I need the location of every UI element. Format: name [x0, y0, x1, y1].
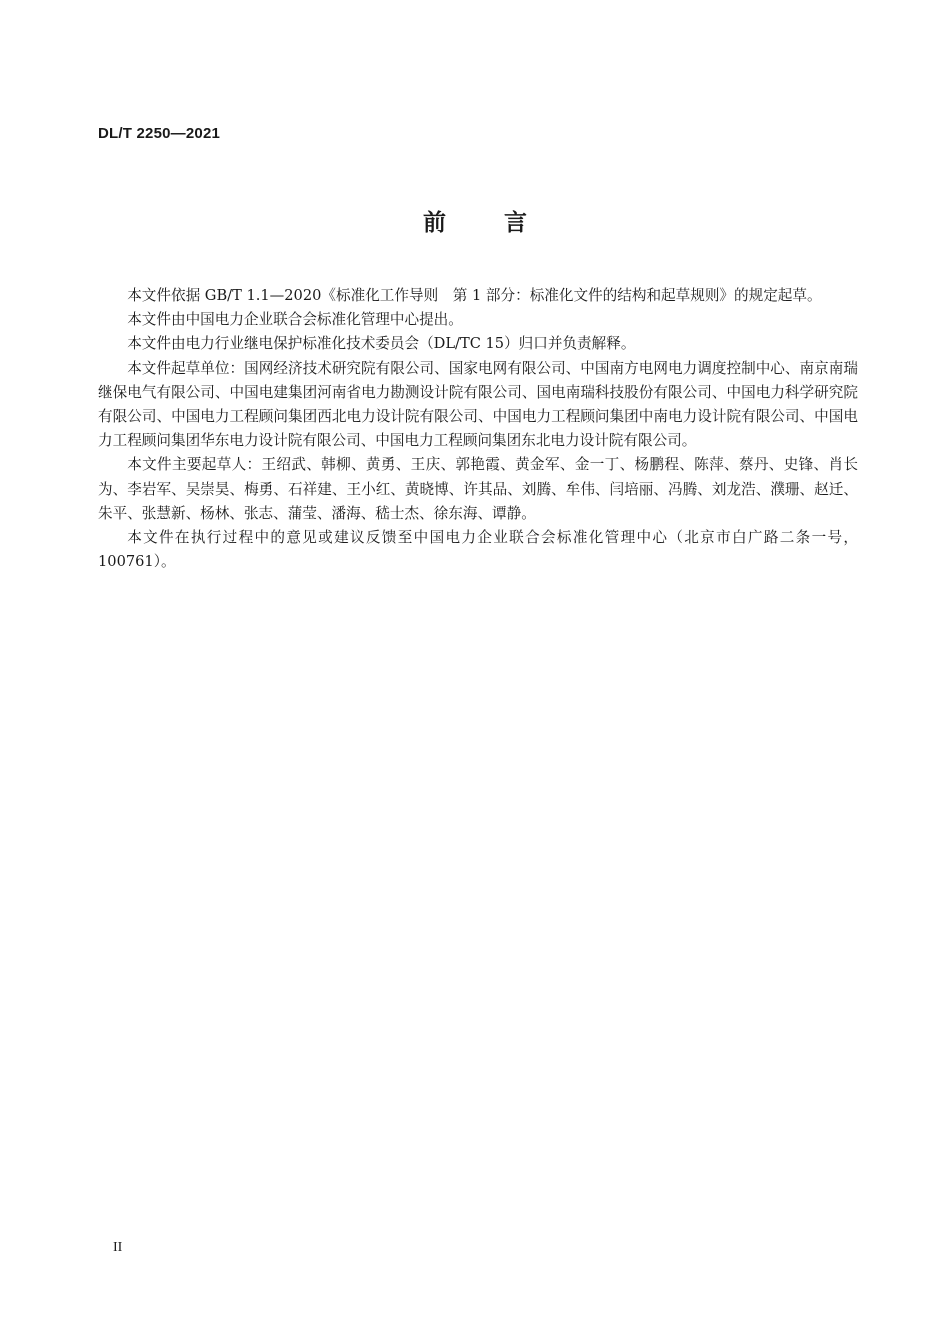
page-number: II [113, 1240, 123, 1255]
paragraph-drafting-units: 本文件起草单位：国网经济技术研究院有限公司、国家电网有限公司、中国南方电网电力调度控制中心、南京南瑞继保电气有限公司、中国电建集团河南省电力勘测设计院有限公司、国电南瑞科技股份有限公司、中国电力科学研究院有限公司、中国电力工程顾问集团西北电力设计院有限公司、中国电力工程顾问集团中南电力设计院有限公司、中国电力工程顾问集团华东电力设计院有限公司、中国电力工程顾问集团东北电力设计院有限公司。 [98, 359, 858, 450]
paragraph-proposer: 本文件由中国电力企业联合会标准化管理中心提出。 [127, 311, 463, 329]
paragraph-committee: 本文件由电力行业继电保护标准化技术委员会（DL/TC 15）归口并负责解释。 [127, 335, 636, 353]
paragraph-feedback: 本文件在执行过程中的意见或建议反馈至中国电力企业联合会标准化管理中心（北京市白广路二条一号，100761）。 [98, 529, 858, 571]
document-code: DL/T 2250—2021 [98, 125, 221, 142]
paragraph-drafters: 本文件主要起草人：王绍武、韩柳、黄勇、王庆、郭艳霞、黄金军、金一丁、杨鹏程、陈萍、蔡丹、史锋、肖长为、李岩军、吴崇昊、梅勇、石祥建、王小红、黄晓博、许其品、刘腾、牟伟、闫培丽、冯腾、刘龙浩、濮珊、赵迁、朱平、张慧新、杨林、张志、蒲莹、潘海、嵇士杰、徐东海、谭静。 [98, 456, 858, 522]
foreword-body [98, 284, 858, 574]
paragraph-basis: 本文件依据 GB/T 1.1—2020《标准化工作导则 第 1 部分：标准化文件的结构和起草规则》的规定起草。 [127, 287, 822, 304]
page-title: 前言 [423, 210, 585, 236]
